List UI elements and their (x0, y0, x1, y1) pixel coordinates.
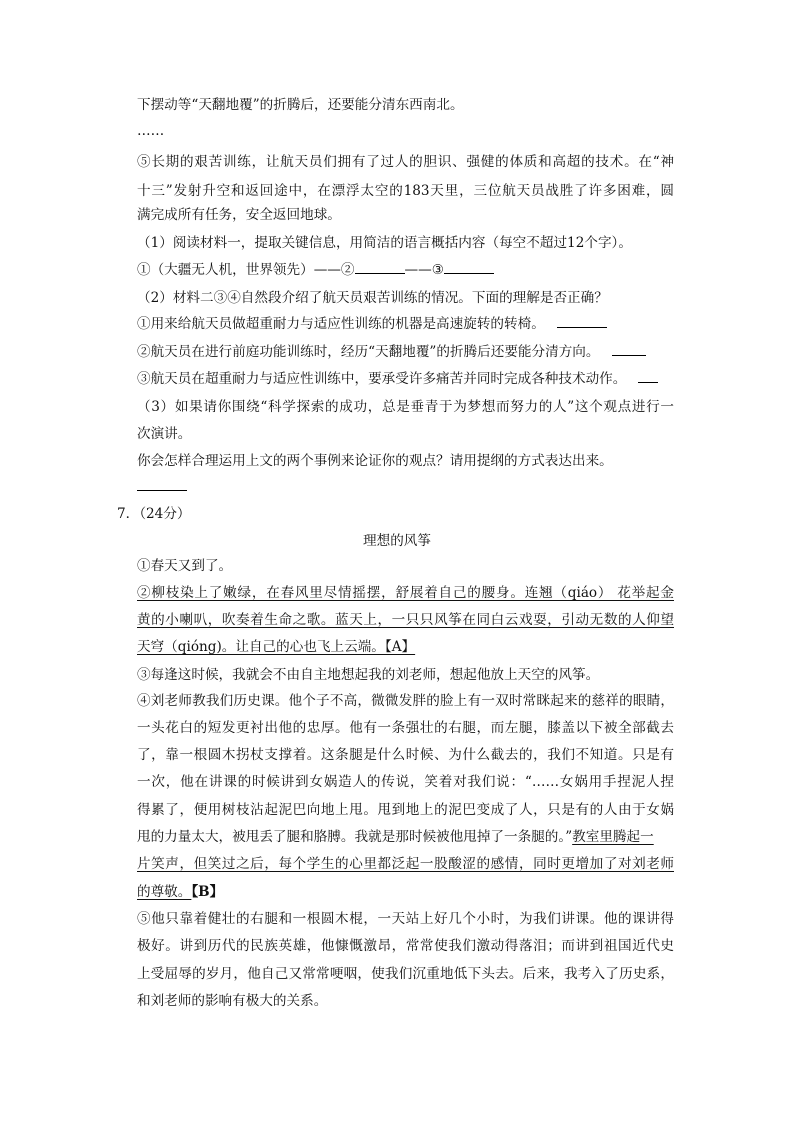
answer-blank[interactable] (638, 370, 658, 383)
question-2-item-1 (137, 315, 607, 333)
paragraph-5-line: 十三”发射升空和返回途中，在漂浮太空的183天里，三位航天员战胜了许多困难，圆 (137, 183, 674, 199)
question-3-answer (137, 478, 187, 496)
passage-paragraph-4-line: 一次，他在讲课的时候讲到女娲造人的传说，笑着对我们说：“……女娲用手捏泥人捏 (137, 774, 674, 790)
passage-paragraph-5-line: 极好。讲到历代的民族英雄，他慷慨激昂，常常使我们激动得落泪；而讲到祖国近代史 (137, 938, 674, 954)
passage-paragraph-5-line: ⑤他只靠着健壮的右腿和一根圆木棍，一天站上好几个小时，为我们讲课。他的课讲得 (137, 911, 674, 927)
underlined-sentence: 教室里腾起一 (572, 829, 654, 845)
passage-paragraph-2-line: 天穹（qióng)。让自己的心也飞上云端。【A】 (137, 639, 416, 655)
text-line: 下摆动等“天翻地覆”的折腾后，还要能分清东西南北。 (137, 97, 464, 113)
passage-paragraph-1: ①春天又到了。 (137, 558, 233, 574)
question-2-item-2 (137, 343, 646, 361)
question-1-stem: （1）阅读材料一，提取关键信息，用简洁的语言概括内容（每空不超过12个字）。 (137, 235, 632, 251)
passage-paragraph-4-line: 了，靠一根圆木拐杖支撑着。这条腿是什么时候、为什么截去的，我们不知道。只是有 (137, 747, 674, 763)
answer-blank[interactable] (557, 315, 607, 328)
passage-paragraph-4-line (137, 883, 223, 901)
underlined-sentence: 的尊敬。 (137, 884, 192, 900)
marker-b: 【B】 (191, 884, 224, 900)
question-3-stem: 你会怎样合理运用上文的两个事例来论证你的观点？请用提纲的方式表达出来。 (137, 453, 613, 469)
question-3-stem: （3）如果请你围绕“科学探索的成功，总是垂青于为梦想而努力的人”这个观点进行一 (137, 399, 674, 415)
item-text: ②航天员在进行前庭功能训练时，经历“天翻地覆”的折腾后还要能分清方向。 (137, 344, 600, 360)
paragraph-5-line: 满完成所有任务，安全返回地球。 (137, 207, 341, 223)
passage-paragraph-4-line: ④刘老师教我们历史课。他个子不高，微微发胖的脸上有一双时常眯起来的慈祥的眼睛， (137, 693, 674, 709)
question-1-answer-line (137, 261, 494, 279)
item-text: ①用来给航天员做超重耐力与适应性训练的机器是高速旋转的转椅。 (137, 316, 545, 332)
passage-paragraph-5-line: 上受屈辱的岁月，他自己又常常哽咽，使我们沉重地低下头去。后来，我考入了历史系， (137, 966, 674, 982)
answer-dash: ——③ (404, 262, 444, 278)
passage-paragraph-4-line: 一头花白的短发更衬出他的忠厚。他有一条强壮的右腿，而左腿，膝盖以下被全部截去 (137, 720, 674, 736)
sentence: 甩的力量太大，被甩丢了腿和胳膊。我就是那时候被他甩掉了一条腿的。” (137, 829, 573, 845)
ellipsis: …… (137, 123, 165, 139)
answer-blank[interactable] (137, 478, 187, 491)
passage-paragraph-5-line: 和刘老师的影响有极大的关系。 (137, 993, 328, 1009)
answer-blank[interactable] (612, 343, 646, 356)
passage-paragraph-3: ③每逢这时候，我就会不由自主地想起我的刘老师，想起他放上天空的风筝。 (137, 667, 600, 683)
passage-paragraph-4-line (137, 828, 654, 846)
passage-paragraph-4-line: 片笑声，但笑过之后，每个学生的心里都泛起一股酸涩的感情，同时更增加了对刘老师 (137, 856, 674, 872)
passage-paragraph-2-line: ②柳枝染上了嫩绿，在春风里尽情摇摆，舒展着自己的腰身。连翘（qiáo） 花举起金 (137, 585, 674, 601)
question-7-number: 7．（24分） (117, 506, 191, 522)
answer-blank-3[interactable] (444, 261, 494, 274)
question-3-stem: 次演讲。 (137, 426, 192, 442)
passage-title: 理想的风筝 (363, 533, 431, 549)
item-text: ③航天员在超重耐力与适应性训练中，要承受许多痛苦并同时完成各种技术动作。 (137, 371, 627, 387)
question-2-stem: （2）材料二③④自然段介绍了航天员艰苦训练的情况。下面的理解是否正确？ (137, 290, 608, 306)
paragraph-5-line: ⑤长期的艰苦训练，让航天员们拥有了过人的胆识、强健的体质和高超的技术。在“神 (137, 154, 674, 170)
question-2-item-3 (137, 370, 658, 388)
passage-paragraph-2-line: 黄的小喇叭，吹奏着生命之歌。蓝天上，一只只风筝在同白云戏耍，引动无数的人仰望 (137, 612, 674, 628)
passage-paragraph-4-line: 得累了，便用树枝沾起泥巴向地上甩。甩到地上的泥巴变成了人，只是有的人由于女娲 (137, 802, 674, 818)
answer-blank-2[interactable] (355, 261, 405, 274)
answer-prefix: ①（大疆无人机，世界领先）——② (137, 262, 355, 278)
